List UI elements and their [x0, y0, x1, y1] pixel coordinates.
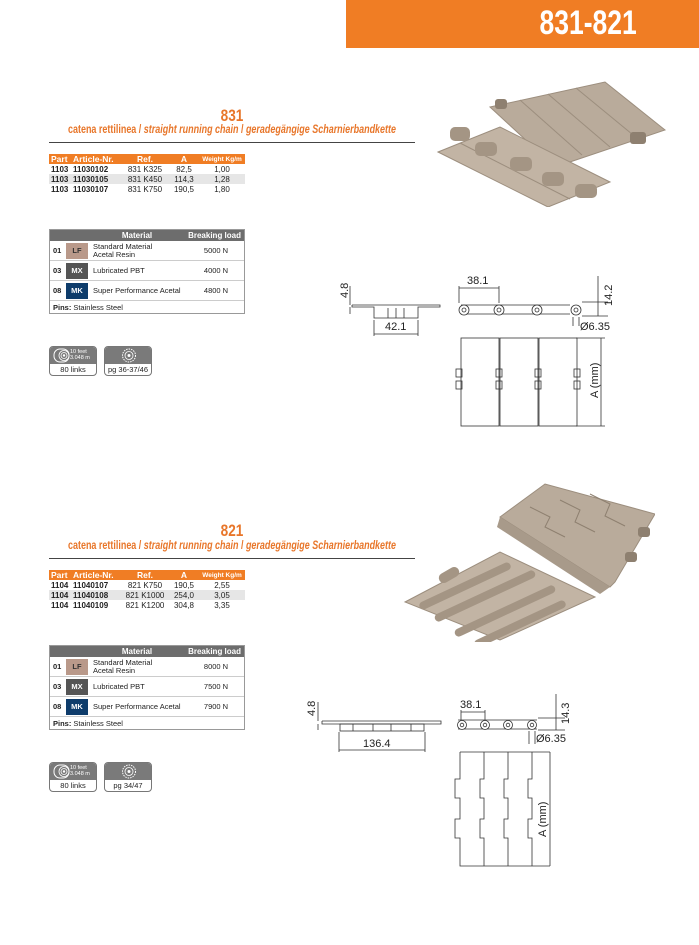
dim-width-a: A (mm)	[589, 362, 601, 398]
col-ref: Ref.	[121, 570, 169, 580]
cell-ref: 821 K750	[127, 580, 163, 590]
section-821-code: 821	[220, 521, 244, 540]
material-code-badge: LF	[66, 659, 88, 675]
table-row	[49, 184, 245, 194]
subtitle-sep: /	[136, 124, 144, 136]
cell-weight: 3,35	[214, 600, 230, 610]
dim-total-height: 14.2	[603, 284, 615, 306]
table-row	[49, 590, 245, 600]
cell-article: 11030105	[71, 174, 121, 184]
material-load: 8000 N	[203, 662, 229, 671]
cell-a: 114,3	[169, 174, 199, 184]
material-code-badge: MX	[66, 679, 88, 695]
dim-plate-height: 4.8	[339, 282, 351, 298]
page-title: 831-821	[539, 4, 637, 42]
top-view-plates	[455, 752, 550, 866]
cell-a: 190,5	[173, 184, 195, 194]
cell-a: 254,0	[169, 590, 199, 600]
cell-article: 11040107	[73, 580, 109, 590]
material-load: 7500 N	[203, 682, 229, 691]
subtitle-sep: /	[238, 124, 246, 136]
subtitle-it: catena rettilinea	[67, 540, 137, 552]
table-header-row	[49, 154, 245, 164]
top-view-plates	[456, 338, 605, 426]
roll-meters: 3.048 m	[70, 355, 90, 361]
material-load: 4000 N	[203, 266, 229, 275]
page-reference: pg 36-37/46	[107, 365, 149, 374]
subtitle-sep: /	[136, 540, 144, 552]
material-table-831	[49, 229, 245, 314]
technical-drawing-831	[330, 268, 620, 433]
material-row	[50, 677, 244, 697]
roll-feet: 10 feet	[70, 349, 87, 355]
table-row	[49, 164, 245, 174]
table-row	[49, 600, 245, 610]
cell-part: 1103	[49, 174, 71, 184]
subtitle-en: straight running chain	[143, 124, 239, 136]
cell-weight: 1,00	[214, 164, 230, 174]
cell-weight: 3,05	[199, 590, 245, 600]
material-name: Lubricated PBT	[93, 265, 145, 275]
section-831-code: 831	[220, 106, 244, 125]
material-load: 5000 N	[203, 246, 229, 255]
dim-pitch: 38.1	[460, 699, 482, 711]
material-name: Super Performance Acetal	[93, 701, 181, 711]
material-num: 01	[53, 662, 62, 671]
dim-pitch: 38.1	[467, 275, 489, 287]
material-load: 4800 N	[203, 286, 229, 295]
sprocket-icon	[119, 347, 139, 364]
header-breaking-load: Breaking load	[188, 647, 241, 656]
cell-article: 11040109	[73, 600, 109, 610]
sprocket-ref-box	[104, 346, 152, 376]
header-breaking-load: Breaking load	[188, 231, 241, 240]
section-rule	[49, 142, 415, 143]
material-table-821	[49, 645, 245, 730]
roll-icon	[52, 347, 72, 364]
cell-weight: 1,28	[199, 174, 245, 184]
material-num: 08	[53, 286, 62, 295]
subtitle-en: straight running chain	[143, 540, 239, 552]
dim-hinge-width: 42.1	[385, 321, 407, 333]
cell-ref: 821 K1000	[121, 590, 169, 600]
subtitle-de: geradegängige Scharnierbandkette	[245, 540, 397, 552]
roll-icon	[52, 763, 72, 780]
roll-note	[70, 765, 90, 777]
subtitle-de: geradegängige Scharnierbandkette	[245, 124, 397, 136]
article-table-821	[49, 570, 245, 610]
dim-hinge-width: 136.4	[363, 738, 391, 750]
links-count: 80 links	[60, 781, 86, 790]
col-part: Part	[49, 570, 71, 580]
material-code-badge: MX	[66, 263, 88, 279]
col-article: Article-Nr.	[71, 154, 121, 164]
pins-note	[50, 717, 244, 729]
col-part: Part	[49, 154, 71, 164]
material-name-line2: Acetal Resin	[93, 249, 136, 259]
article-table-831	[49, 154, 245, 194]
material-name	[93, 243, 188, 259]
technical-drawing-821	[295, 692, 620, 882]
material-row	[50, 281, 244, 301]
sprocket-ref-box	[104, 762, 152, 792]
subtitle-sep: /	[238, 540, 246, 552]
col-weight: Weight Kg/m	[199, 570, 245, 580]
cell-article: 11030107	[73, 184, 109, 194]
material-load: 7900 N	[203, 702, 229, 711]
header-band	[346, 0, 699, 48]
chain-photo-821	[400, 482, 655, 642]
roll-box-top	[50, 763, 96, 780]
header-material: Material	[121, 647, 153, 656]
cell-article: 11030102	[73, 164, 109, 174]
roll-feet: 10 feet	[70, 765, 87, 771]
material-row	[50, 657, 244, 677]
cell-a: 190,5	[173, 580, 195, 590]
material-code-badge: MK	[66, 699, 88, 715]
pins-label: Pins:	[53, 718, 72, 728]
roll-meters: 3.048 m	[70, 771, 90, 777]
material-code-badge: MK	[66, 283, 88, 299]
material-name-line2: Acetal Resin	[93, 665, 136, 675]
table-row	[49, 580, 245, 590]
col-a: A	[169, 154, 199, 164]
header-material: Material	[121, 231, 153, 240]
table-header-row	[49, 570, 245, 580]
material-row	[50, 697, 244, 717]
cell-a: 304,8	[173, 600, 195, 610]
cell-ref: 831 K325	[127, 164, 163, 174]
cell-a: 82,5	[176, 164, 192, 174]
dim-pin-diameter: Ø6.35	[580, 321, 610, 333]
dim-plate-height: 4.8	[306, 700, 318, 716]
dim-width-a: A (mm)	[537, 801, 549, 837]
col-weight: Weight Kg/m	[199, 154, 245, 164]
material-name: Super Performance Acetal	[93, 285, 181, 295]
subtitle-it: catena rettilinea	[67, 124, 137, 136]
roll-note	[70, 349, 90, 361]
section-rule	[49, 558, 415, 559]
sprocket-icon	[119, 763, 139, 780]
col-ref: Ref.	[121, 154, 169, 164]
material-num: 01	[53, 246, 62, 255]
cell-part: 1104	[49, 590, 71, 600]
cell-part: 1104	[51, 600, 69, 610]
page-reference: pg 34/47	[113, 781, 143, 790]
material-num: 08	[53, 702, 62, 711]
material-num: 03	[53, 682, 62, 691]
material-name-line1: Standard Material	[93, 241, 153, 251]
cell-part: 1104	[51, 580, 69, 590]
roll-box-top	[50, 347, 96, 364]
col-article: Article-Nr.	[71, 570, 121, 580]
cell-ref: 831 K450	[121, 174, 169, 184]
material-header	[50, 230, 244, 241]
pins-value: Stainless Steel	[73, 302, 123, 312]
material-name-line1: Standard Material	[93, 657, 153, 667]
section-821-subtitle	[51, 540, 413, 552]
sprocket-box-top	[105, 347, 151, 364]
material-name: Lubricated PBT	[93, 681, 145, 691]
material-name	[93, 659, 188, 675]
cell-ref: 821 K1200	[125, 600, 165, 610]
links-count: 80 links	[60, 365, 86, 374]
material-num: 03	[53, 266, 62, 275]
material-code-badge: LF	[66, 243, 88, 259]
roll-length-box	[49, 346, 97, 376]
cell-part: 1103	[51, 184, 69, 194]
pins-note	[50, 301, 244, 313]
chain-photo-831	[430, 72, 670, 207]
cell-weight: 2,55	[214, 580, 230, 590]
pins-value: Stainless Steel	[73, 718, 123, 728]
material-header	[50, 646, 244, 657]
cell-ref: 831 K750	[127, 184, 163, 194]
section-831-subtitle	[51, 124, 413, 136]
sprocket-box-top	[105, 763, 151, 780]
cell-article: 11040108	[71, 590, 121, 600]
dim-pin-diameter: Ø6.35	[536, 733, 566, 745]
cell-part: 1103	[51, 164, 69, 174]
col-a: A	[169, 570, 199, 580]
cell-weight: 1,80	[214, 184, 230, 194]
roll-length-box	[49, 762, 97, 792]
table-row	[49, 174, 245, 184]
pins-label: Pins:	[53, 302, 72, 312]
material-row	[50, 241, 244, 261]
material-row	[50, 261, 244, 281]
dim-total-height: 14.3	[560, 702, 572, 724]
